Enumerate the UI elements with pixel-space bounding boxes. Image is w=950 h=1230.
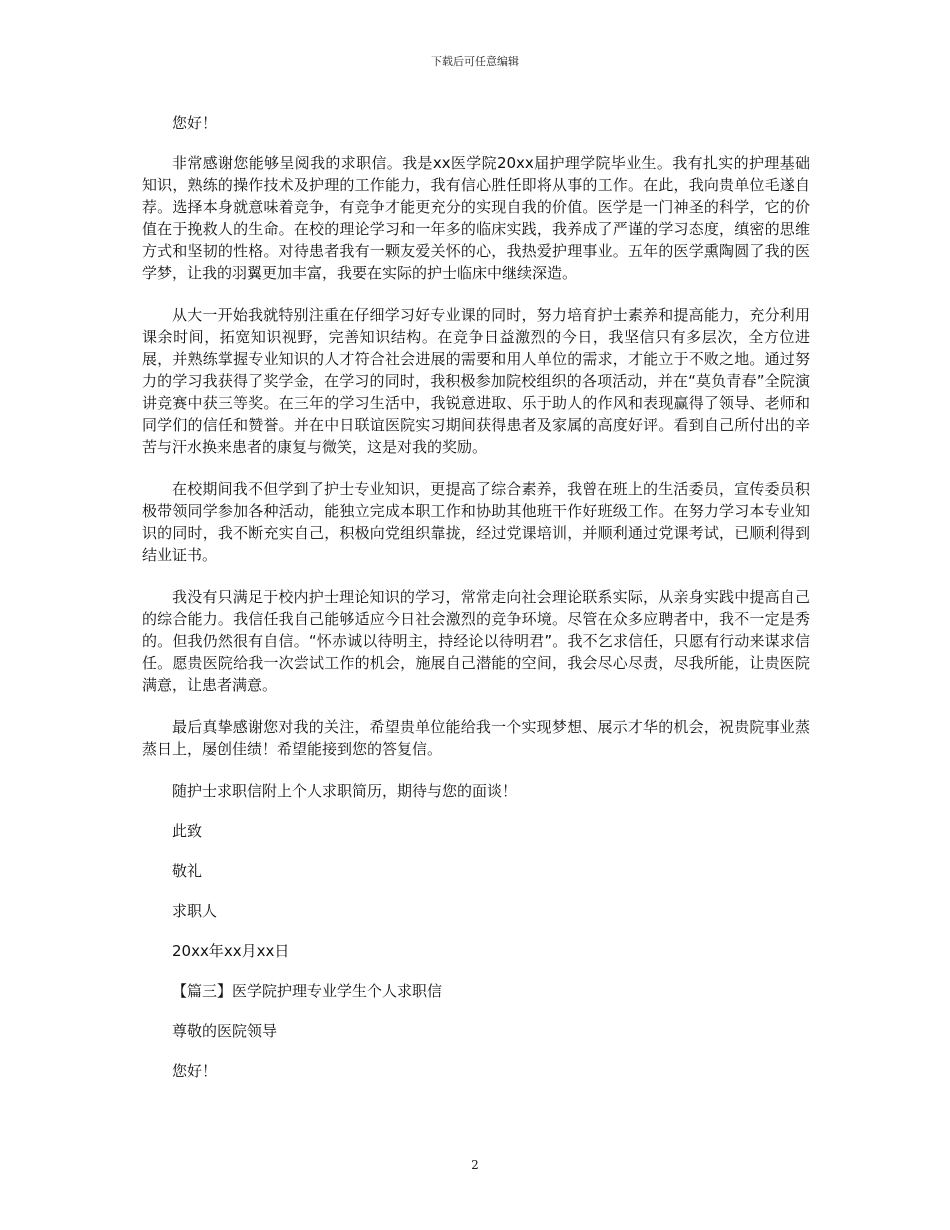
paragraph: 非常感谢您能够呈阅我的求职信。我是xx医学院20xx届护理学院毕业生。我有扎实的护理基础知识，熟练的操作技术及护理的工作能力，我有信心胜任即将从事的工作。在此，我向贵单位毛遂自荐。选择本身就意味着竞争，有竞争才能更充分的实现自我的价值。医学是一门神圣的科学，它的价值在于挽救人的生命。在校的理论学习和一年多的临床实践，我养成了严谨的学习态度，缜密的思维方式和坚韧的性格。对待患者我有一颗友爱关怀的心，我热爱护理事业。五年的医学熏陶圆了我的医学梦，让我的羽翼更加丰富，我要在实际的护士临床中继续深造。 (142, 154, 810, 282)
document-body (142, 112, 810, 1100)
page-number: 2 (471, 1158, 479, 1172)
greeting: 您好！ (172, 114, 218, 132)
paragraph: 我没有只满足于校内护士理论知识的学习，常常走向社会理论联系实际，从亲身实践中提高自己的综合能力。我信任我自己能够适应今日社会激烈的竞争环境。尽管在众多应聘者中，我不一定是秀的。但我仍然很有自信。“怀赤诚以待明主，持经论以待明君”。我不乞求信任，只愿有行动来谋求信任。愿贵医院给我一次尝试工作的机会，施展自己潜能的空间，我会尽心尽责，尽我所能，让贵医院满意，让患者满意。 (142, 588, 810, 694)
paragraph: 从大一开始我就特别注重在仔细学习好专业课的同时，努力培育护士素养和提高能力，充分利用课余时间，拓宽知识视野，完善知识结构。在竞争日益激烈的今日，我坚信只有多层次，全方位进展，并熟练掌握专业知识的人才符合社会进展的需要和用人单位的需求，才能立于不败之地。通过努力的学习我获得了奖学金，在学习的同时，我积极参加院校组织的各项活动，并在“莫负青春”全院演讲竞赛中获三等奖。在三年的学习生活中，我锐意进取、乐于助人的作风和表现赢得了领导、老师和同学们的信任和赞誉。并在中日联谊医院实习期间获得患者及家属的高度好评。看到自己所付出的辛苦与汗水换来患者的康复与微笑，这是对我的奖励。 (142, 306, 810, 456)
page-header: 下载后可任意编辑 (431, 55, 519, 68)
date: 20xx年xx月xx日 (172, 942, 290, 960)
closing-note: 随护士求职信附上个人求职简历，期待与您的面谈！ (172, 782, 518, 800)
section-greeting: 您好！ (172, 1062, 218, 1080)
signature: 求职人 (172, 902, 218, 920)
salutation-jing-li: 敬礼 (172, 862, 203, 880)
salutation-ci-zhi: 此致 (172, 822, 203, 840)
paragraph: 最后真挚感谢您对我的关注，希望贵单位能给我一个实现梦想、展示才华的机会，祝贵院事业蒸蒸日上，屡创佳绩！希望能接到您的答复信。 (142, 718, 810, 758)
section-title: 【篇三】医学院护理专业学生个人求职信 (172, 982, 443, 1000)
paragraph: 在校期间我不但学到了护士专业知识，更提高了综合素养，我曾在班上的生活委员，宣传委员积极带领同学参加各种活动，能独立完成本职工作和协助其他班干作好班级工作。在努力学习本专业知识的同时，我不断充实自己，积极向党组织靠拢，经过党课培训，并顺利通过党课考试，已顺利得到结业证书。 (142, 480, 810, 564)
addressee: 尊敬的医院领导 (172, 1022, 278, 1040)
